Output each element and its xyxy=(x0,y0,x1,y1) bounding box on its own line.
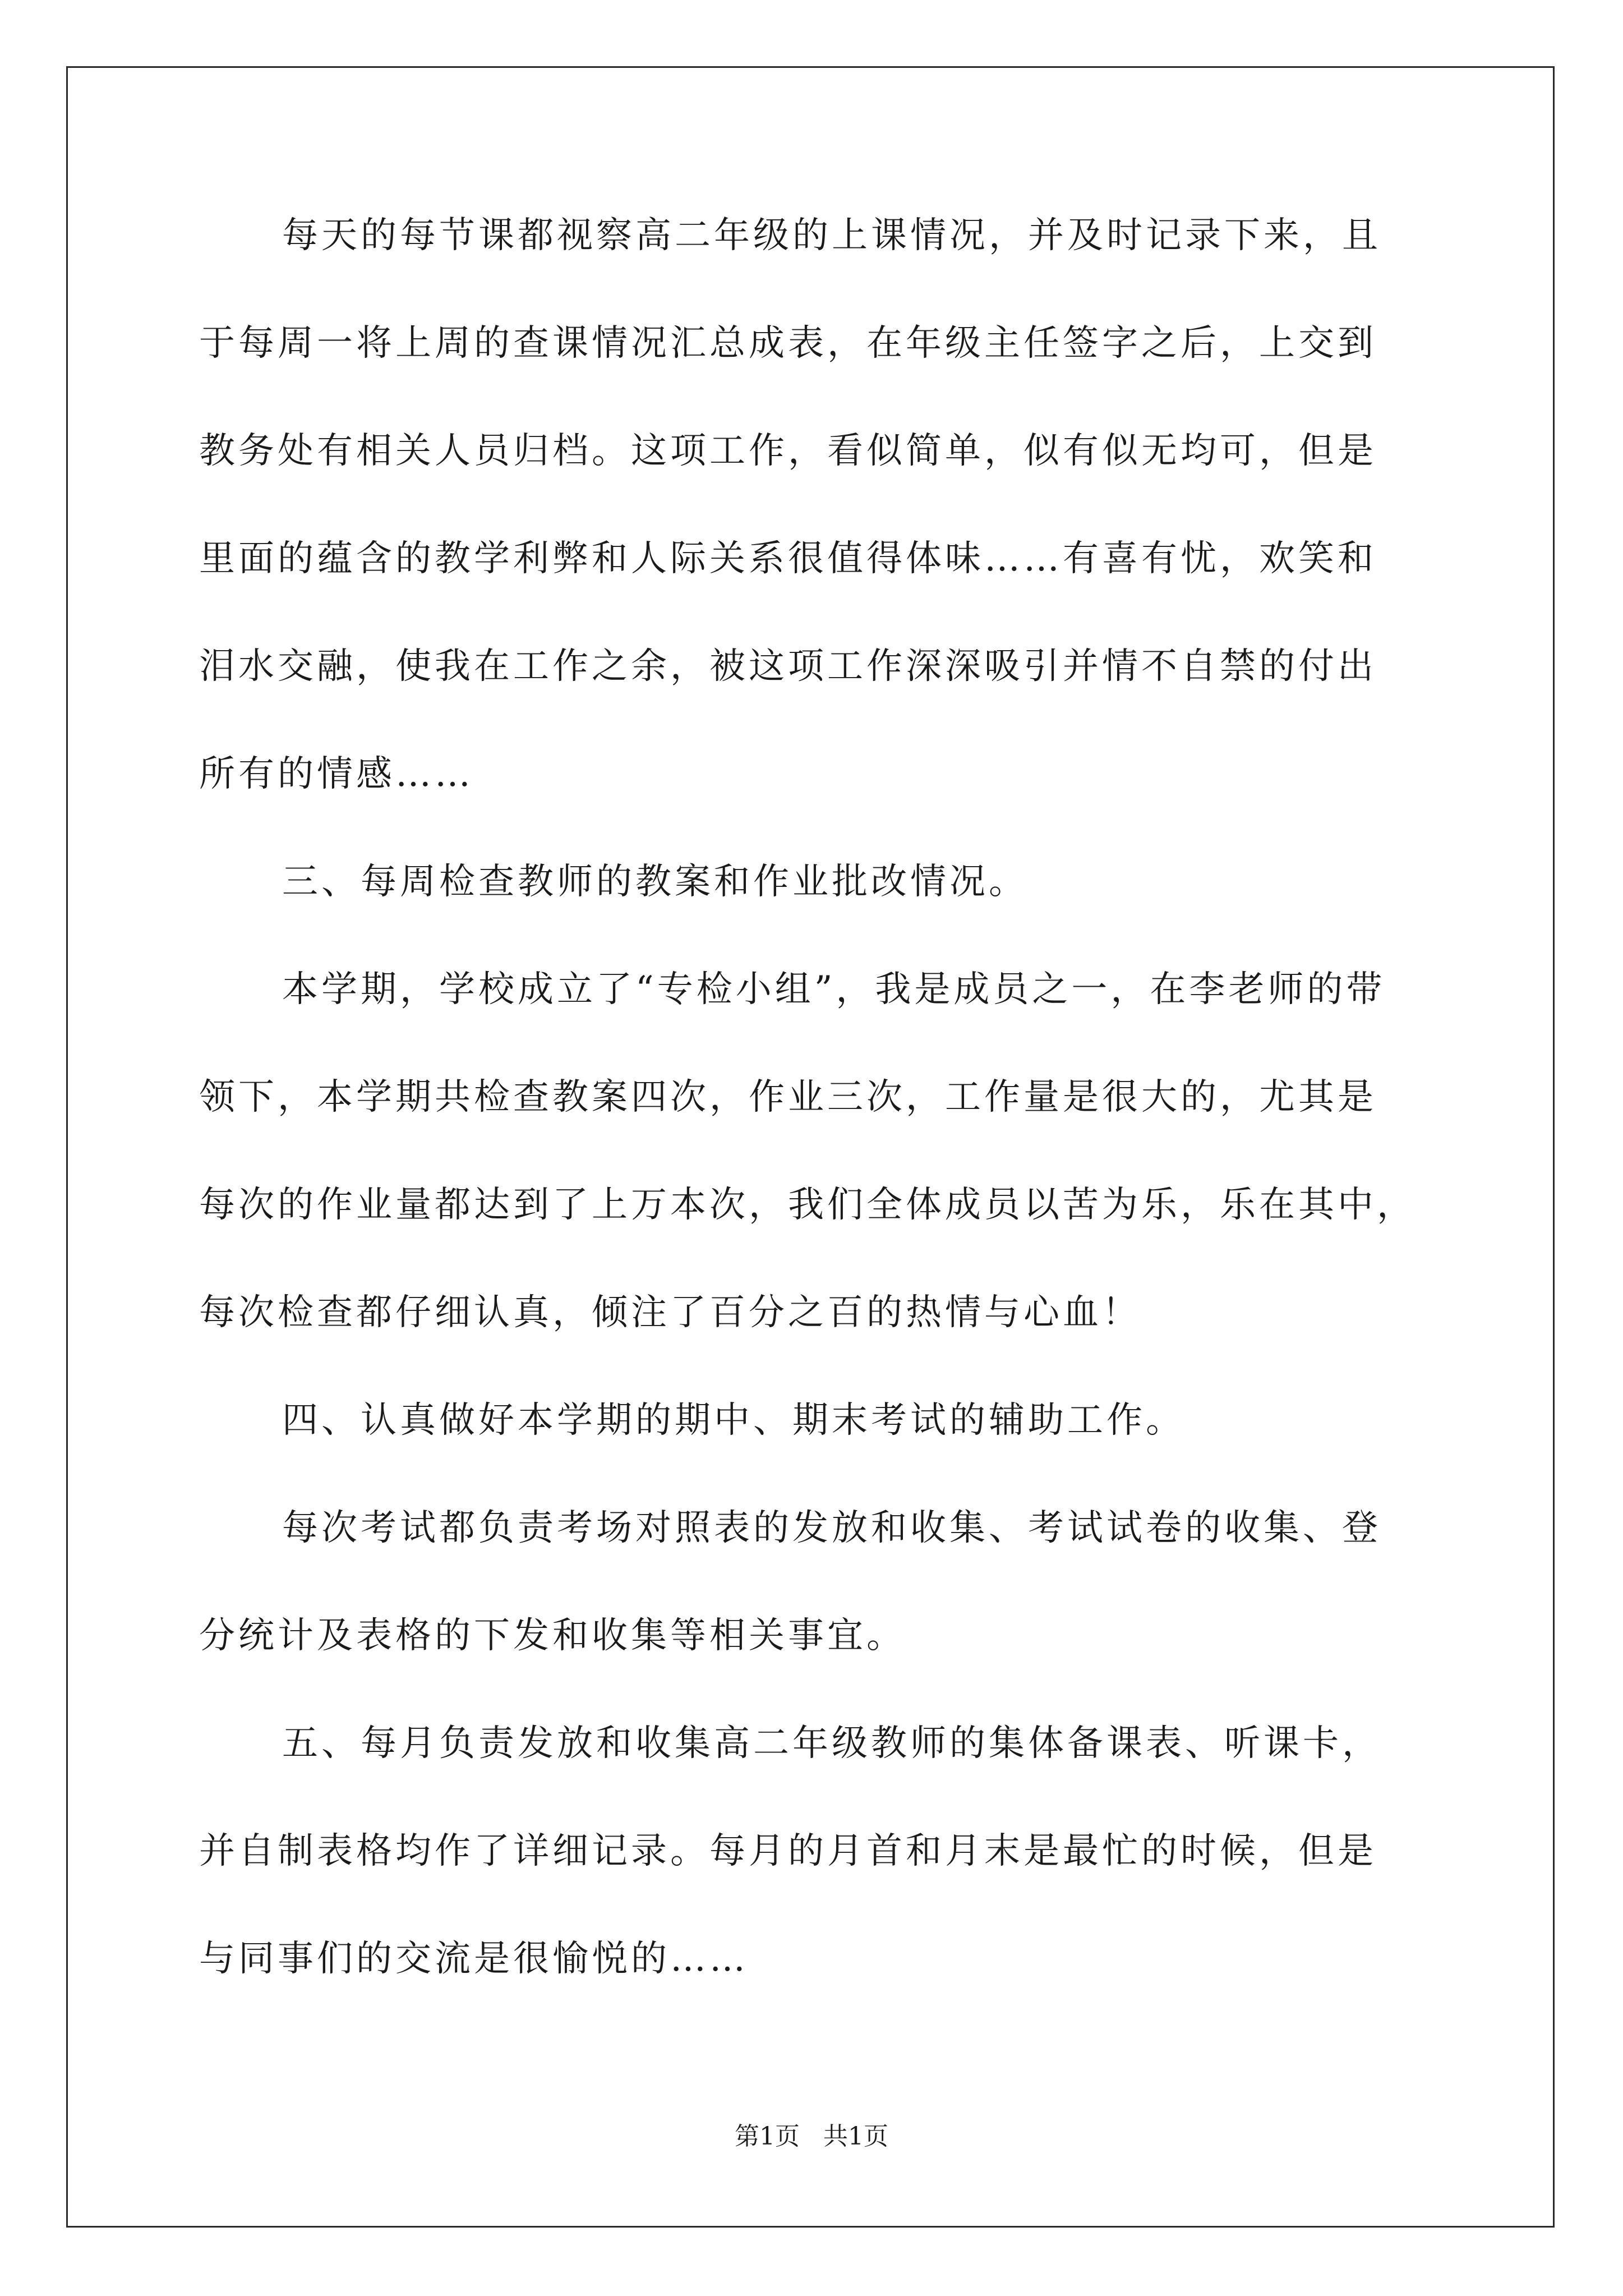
section-heading-4: 四、认真做好本学期的期中、期末考试的辅助工作。 xyxy=(282,1400,1185,1441)
paragraph-2-line-4: 每次检查都仔细认真，倾注了百分之百的热情与心血！ xyxy=(199,1292,1141,1333)
paragraph-2-line-1: 本学期，学校成立了“专检小组”，我是成员之一，在李老师的带 xyxy=(282,969,1386,1010)
page-footer: 第1页 共1页 xyxy=(735,2122,888,2151)
paragraph-2-line-3: 每次的作业量都达到了上万本次，我们全体成员以苦为乐，乐在其中， xyxy=(199,1184,1416,1226)
paragraph-3-line-1: 每次考试都负责考场对照表的发放和收集、考试试卷的收集、登 xyxy=(282,1507,1381,1549)
section-heading-3: 三、每周检查教师的教案和作业批改情况。 xyxy=(282,861,1028,903)
paragraph-3-line-2: 分统计及表格的下发和收集等相关事宜。 xyxy=(199,1615,906,1657)
paragraph-1-line-6: 所有的情感…… xyxy=(199,753,474,795)
page-border xyxy=(66,66,1555,2228)
paragraph-1-line-1: 每天的每节课都视察高二年级的上课情况，并及时记录下来，且 xyxy=(282,215,1381,256)
paragraph-2-line-2: 领下，本学期共检查教案四次，作业三次，工作量是很大的，尤其是 xyxy=(199,1076,1377,1118)
paragraph-4-line-2: 与同事们的交流是很愉悦的…… xyxy=(199,1938,749,1980)
section-heading-5: 五、每月负责发放和收集高二年级教师的集体备课表、听课卡， xyxy=(282,1723,1381,1764)
paragraph-1-line-5: 泪水交融，使我在工作之余，被这项工作深深吸引并情不自禁的付出 xyxy=(199,646,1377,687)
paragraph-1-line-2: 于每周一将上周的查课情况汇总成表，在年级主任签字之后，上交到 xyxy=(199,323,1377,364)
paragraph-4-line-1: 并自制表格均作了详细记录。每月的月首和月末是最忙的时候，但是 xyxy=(199,1830,1377,1872)
paragraph-1-line-4: 里面的蕴含的教学利弊和人际关系很值得体味……有喜有忧，欢笑和 xyxy=(199,538,1377,579)
paragraph-1-line-3: 教务处有相关人员归档。这项工作，看似简单，似有似无均可，但是 xyxy=(199,430,1377,472)
